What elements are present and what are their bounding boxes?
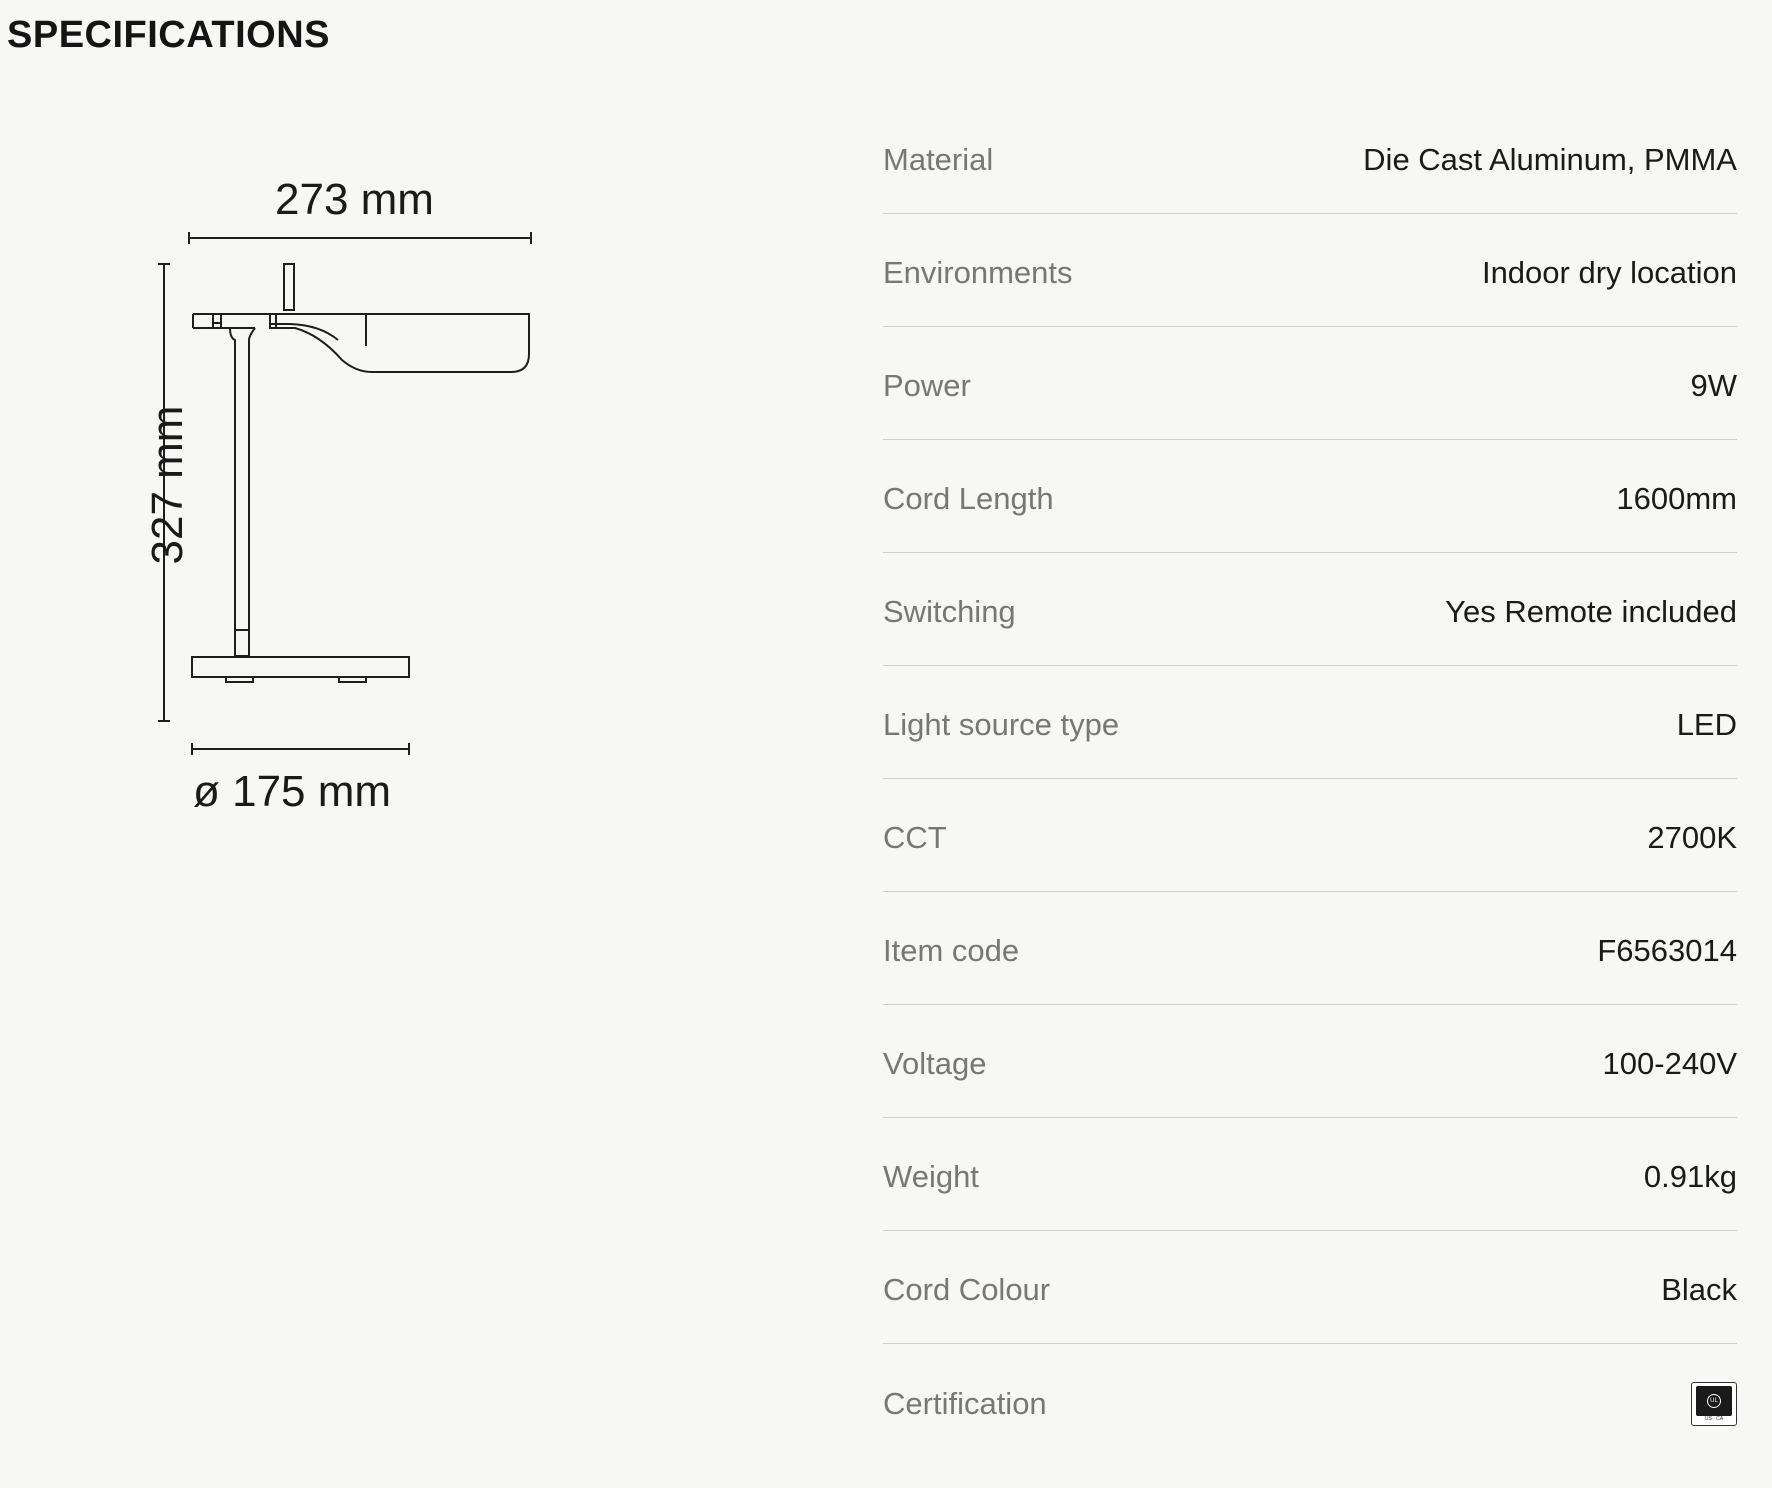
spec-row-cord-length <box>883 440 1737 553</box>
spec-value: 100-240V <box>1602 1046 1737 1081</box>
spec-row-cct <box>883 779 1737 892</box>
ul-country-text: US · CA <box>1704 1415 1724 1422</box>
spec-value: Black <box>1661 1272 1737 1307</box>
spec-label: Weight <box>883 1159 979 1194</box>
spec-row-environments <box>883 214 1737 327</box>
height-dimension-label: 327 mm <box>143 405 192 565</box>
spec-row-certification <box>883 1344 1737 1457</box>
spec-row-item-code <box>883 892 1737 1005</box>
spec-value: 2700K <box>1647 820 1737 855</box>
spec-row-voltage <box>883 1005 1737 1118</box>
spec-row-power <box>883 327 1737 440</box>
spec-value: 0.91kg <box>1643 1159 1737 1194</box>
spec-value: 9W <box>1690 368 1737 403</box>
spec-label: Power <box>883 368 971 403</box>
ul-mark <box>1696 1386 1732 1416</box>
spec-row-material <box>883 101 1737 214</box>
spec-row-cord-colour <box>883 1231 1737 1344</box>
spec-row-weight <box>883 1118 1737 1231</box>
ul-mark-text: UL <box>1707 1394 1721 1408</box>
spec-value: 1600mm <box>1616 481 1737 516</box>
spec-label: Material <box>883 142 994 177</box>
spec-label: Cord Length <box>883 481 1054 516</box>
page-title: SPECIFICATIONS <box>7 14 330 56</box>
spec-row-switching <box>883 553 1737 666</box>
spec-label: CCT <box>883 820 947 855</box>
lamp-dimension-drawing <box>80 160 640 840</box>
spec-label: Light source type <box>883 707 1120 742</box>
width-dimension-label: 273 mm <box>275 175 434 224</box>
spec-label: Switching <box>883 594 1016 629</box>
spec-label: Certification <box>883 1385 1047 1421</box>
spec-value: LED <box>1676 707 1737 742</box>
spec-value: Indoor dry location <box>1481 255 1737 290</box>
spec-label: Cord Colour <box>883 1272 1051 1307</box>
base-diameter-label: ø 175 mm <box>193 767 392 816</box>
spec-label: Voltage <box>883 1046 987 1081</box>
spec-value: F6563014 <box>1597 933 1737 968</box>
spec-label: Environments <box>883 255 1073 290</box>
spec-value: Yes Remote included <box>1445 594 1737 629</box>
spec-value: Die Cast Aluminum, PMMA <box>1363 142 1737 177</box>
spec-label: Item code <box>883 933 1020 968</box>
spec-row-light-source-type <box>883 666 1737 779</box>
spec-table <box>883 101 1737 1457</box>
ul-certified-icon <box>1691 1382 1737 1426</box>
